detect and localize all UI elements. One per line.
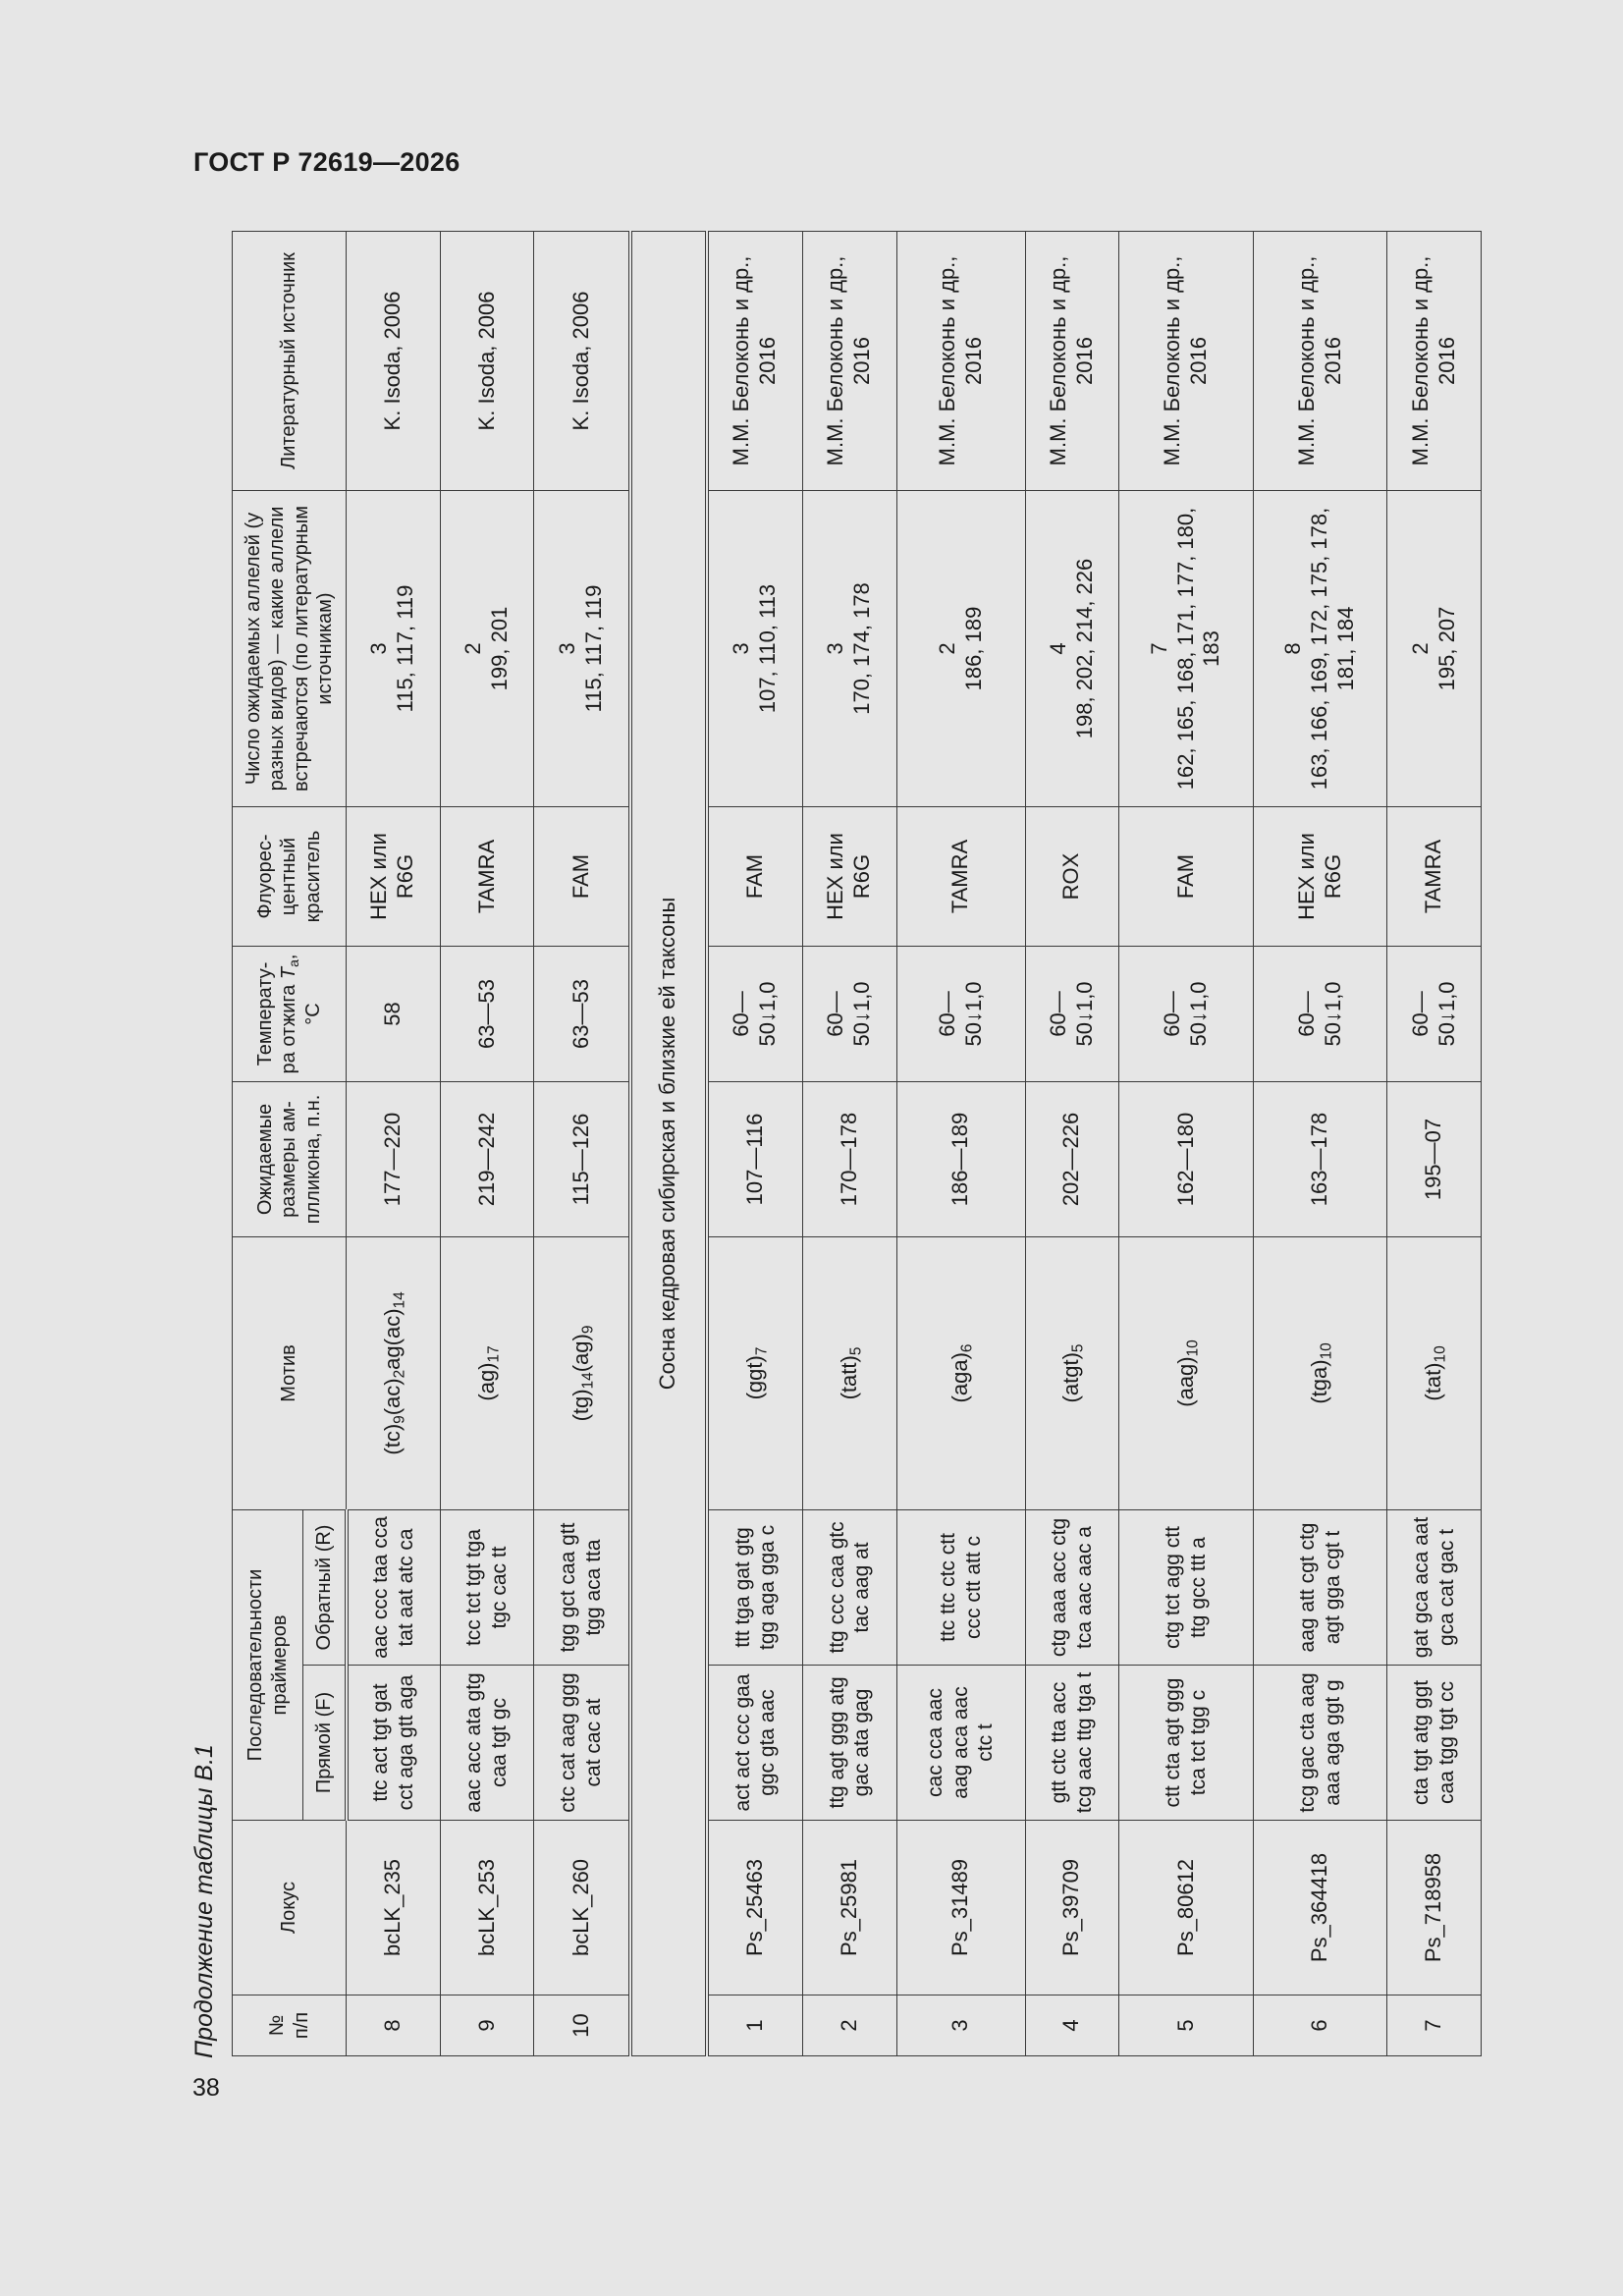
row-motif: $(tc)_9(ac)_2ag(ac)_{14}$ [347,1236,441,1509]
row-dye: TAMRA [1387,806,1482,946]
row-num: 4 [1025,1995,1119,2056]
row-primer-r: tgg gct caa gtt tgg aca tta [534,1509,630,1665]
row-locus: bcLK_260 [534,1821,630,1995]
row-annealing-temp: 60— 50↓1,0 [1253,946,1387,1081]
row-alleles: 3 107, 110, 113 [707,490,803,806]
row-annealing-temp: 60— 50↓1,0 [1025,946,1119,1081]
row-amplicon-size: 195—07 [1387,1081,1482,1236]
row-annealing-temp: 63—53 [440,946,534,1081]
row-amplicon-size: 115—126 [534,1081,630,1236]
row-num: 9 [440,1995,534,2056]
row-locus: Ps_718958 [1387,1821,1482,1995]
row-primer-f: aac acc ata gtg caa tgt gc [440,1666,534,1821]
row-motif: $(tga)_{10}$ [1253,1236,1387,1509]
row-amplicon-size: 162—180 [1119,1081,1254,1236]
row-dye: FAM [534,806,630,946]
table-row [534,231,630,2055]
row-annealing-temp: 60— 50↓1,0 [896,946,1025,1081]
row-num: 8 [347,1995,441,2056]
row-primer-r: gat gca aca aat gca cat gac t [1387,1509,1482,1665]
row-primer-f: ctt cta agt ggg tca tct tgg c [1119,1666,1254,1821]
row-alleles: 7 162, 165, 168, 171, 177, 180, 183 [1119,490,1254,806]
row-num: 10 [534,1995,630,2056]
col-header-temp: Температу-ра отжига $T_a$, °С [233,946,347,1081]
row-motif: $(ag)_{17}$ [440,1236,534,1509]
row-alleles: 2 186, 189 [896,490,1025,806]
row-motif: $(ggt)_7$ [707,1236,803,1509]
row-dye: TAMRA [896,806,1025,946]
row-num: 7 [1387,1995,1482,2056]
row-alleles: 2 195, 207 [1387,490,1482,806]
col-header-primer-r: Обратный (R) [303,1509,347,1665]
table-body-group-a [347,231,630,2055]
table-body-group-b [707,231,1482,2055]
document-code: ГОСТ Р 72619—2026 [193,147,460,177]
row-dye: FAM [1119,806,1254,946]
row-dye: HEX или R6G [1253,806,1387,946]
row-primer-f: cta tgt atg ggt caa tgg tgt cc [1387,1666,1482,1821]
row-source: K. Isoda, 2006 [534,231,630,490]
row-primer-f: gtt ctc tta acc tcg aac ttg tga t [1025,1666,1119,1821]
row-annealing-temp: 60— 50↓1,0 [1119,946,1254,1081]
row-locus: bcLK_235 [347,1821,441,1995]
row-num: 6 [1253,1995,1387,2056]
row-num: 5 [1119,1995,1254,2056]
row-source: М.М. Белоконь и др., 2016 [1253,231,1387,490]
row-alleles: 8 163, 166, 169, 172, 175, 178, 181, 184 [1253,490,1387,806]
row-alleles: 3 115, 117, 119 [534,490,630,806]
row-motif: $(tatt)_5$ [802,1236,896,1509]
row-amplicon-size: 202—226 [1025,1081,1119,1236]
table-row [1387,231,1482,2055]
table-section [630,231,707,2055]
col-header-primer-f: Прямой (F) [303,1666,347,1821]
row-annealing-temp: 60— 50↓1,0 [707,946,803,1081]
section-title: Сосна кедровая сибирская и близкие ей таксоны [630,231,707,2055]
row-amplicon-size: 186—189 [896,1081,1025,1236]
table-row [896,231,1025,2055]
col-header-dye: Флуорес-центный краситель [233,806,347,946]
col-header-locus: Локус [233,1821,347,1995]
row-motif: $(tg)_{14}(ag)_9$ [534,1236,630,1509]
row-alleles: 3 115, 117, 119 [347,490,441,806]
row-dye: ROX [1025,806,1119,946]
table-row [1253,231,1387,2055]
row-primer-r: ttt tga gat gtg tgg aga gga c [707,1509,803,1665]
table-row [1119,231,1254,2055]
row-primer-r: aac ccc taa cca tat aat atc ca [347,1509,441,1665]
table-continuation-caption: Продолжение таблицы В.1 [190,1744,218,2058]
row-dye: TAMRA [440,806,534,946]
row-dye: FAM [707,806,803,946]
table-row [1025,231,1119,2055]
row-locus: Ps_364418 [1253,1821,1387,1995]
row-primer-r: ttg ccc caa gtc tac aag at [802,1509,896,1665]
row-num: 3 [896,1995,1025,2056]
row-alleles: 2 199, 201 [440,490,534,806]
row-primer-f: act act ccc gaa ggc gta aac [707,1666,803,1821]
row-amplicon-size: 163—178 [1253,1081,1387,1236]
row-primer-r: tcc tct tgt tga tgc cac tt [440,1509,534,1665]
row-motif: $(tat)_{10}$ [1387,1236,1482,1509]
row-locus: bcLK_253 [440,1821,534,1995]
row-primer-f: ttc act tgt gat cct aga gtt aga [347,1666,441,1821]
row-locus: Ps_25463 [707,1821,803,1995]
page-number: 38 [192,2074,220,2102]
row-source: K. Isoda, 2006 [347,231,441,490]
row-num: 2 [802,1995,896,2056]
row-dye: HEX или R6G [347,806,441,946]
row-motif: $(aag)_{10}$ [1119,1236,1254,1509]
row-locus: Ps_80612 [1119,1821,1254,1995]
col-header-primers: Последовательности праймеров [233,1509,303,1820]
row-source: М.М. Белоконь и др., 2016 [707,231,803,490]
col-header-alleles: Число ожидаемых аллелей (у разных видов) — какие аллели встречаются (по литературным источникам) [233,490,347,806]
row-source: М.М. Белоконь и др., 2016 [1119,231,1254,490]
row-amplicon-size: 219—242 [440,1081,534,1236]
row-num: 1 [707,1995,803,2056]
row-primer-f: cac cca aac aag aca aac ctc t [896,1666,1025,1821]
primer-table-container [232,232,1482,2056]
row-primer-f: ctc cat aag ggg cat cac at [534,1666,630,1821]
row-primer-r: ctg tct agg ctt ttg gcc ttt a [1119,1509,1254,1665]
row-primer-f: ttg agt ggg atg gac ata gag [802,1666,896,1821]
row-annealing-temp: 60— 50↓1,0 [802,946,896,1081]
row-locus: Ps_39709 [1025,1821,1119,1995]
table-row [707,231,803,2055]
row-alleles: 4 198, 202, 214, 226 [1025,490,1119,806]
row-primer-r: ttc ttc ctc ctt ccc ctt att c [896,1509,1025,1665]
row-motif: $(atgt)_5$ [1025,1236,1119,1509]
row-dye: HEX или R6G [802,806,896,946]
row-locus: Ps_31489 [896,1821,1025,1995]
row-source: K. Isoda, 2006 [440,231,534,490]
row-source: М.М. Белоконь и др., 2016 [1387,231,1482,490]
row-source: М.М. Белоконь и др., 2016 [1025,231,1119,490]
row-source: М.М. Белоконь и др., 2016 [802,231,896,490]
row-annealing-temp: 60— 50↓1,0 [1387,946,1482,1081]
primer-table [232,231,1482,2056]
row-amplicon-size: 177—220 [347,1081,441,1236]
row-alleles: 3 170, 174, 178 [802,490,896,806]
row-amplicon-size: 107—116 [707,1081,803,1236]
row-source: М.М. Белоконь и др., 2016 [896,231,1025,490]
row-annealing-temp: 63—53 [534,946,630,1081]
row-primer-r: aag att cgt ctg agt gga cgt t [1253,1509,1387,1665]
row-locus: Ps_25981 [802,1821,896,1995]
row-amplicon-size: 170—178 [802,1081,896,1236]
row-motif: $(aga)_6$ [896,1236,1025,1509]
row-primer-f: tcg gac cta aag aaa aga ggt g [1253,1666,1387,1821]
table-row [802,231,896,2055]
table-row [347,231,441,2055]
col-header-size: Ожидаемые размеры ам-плликона, п.н. [233,1081,347,1236]
col-header-source: Литературный источник [233,231,347,490]
row-primer-r: ctg aaa acc ctg tca aac aac a [1025,1509,1119,1665]
row-annealing-temp: 58 [347,946,441,1081]
table-row [440,231,534,2055]
col-header-num: № п/п [233,1995,347,2056]
col-header-motif: Мотив [233,1236,347,1509]
